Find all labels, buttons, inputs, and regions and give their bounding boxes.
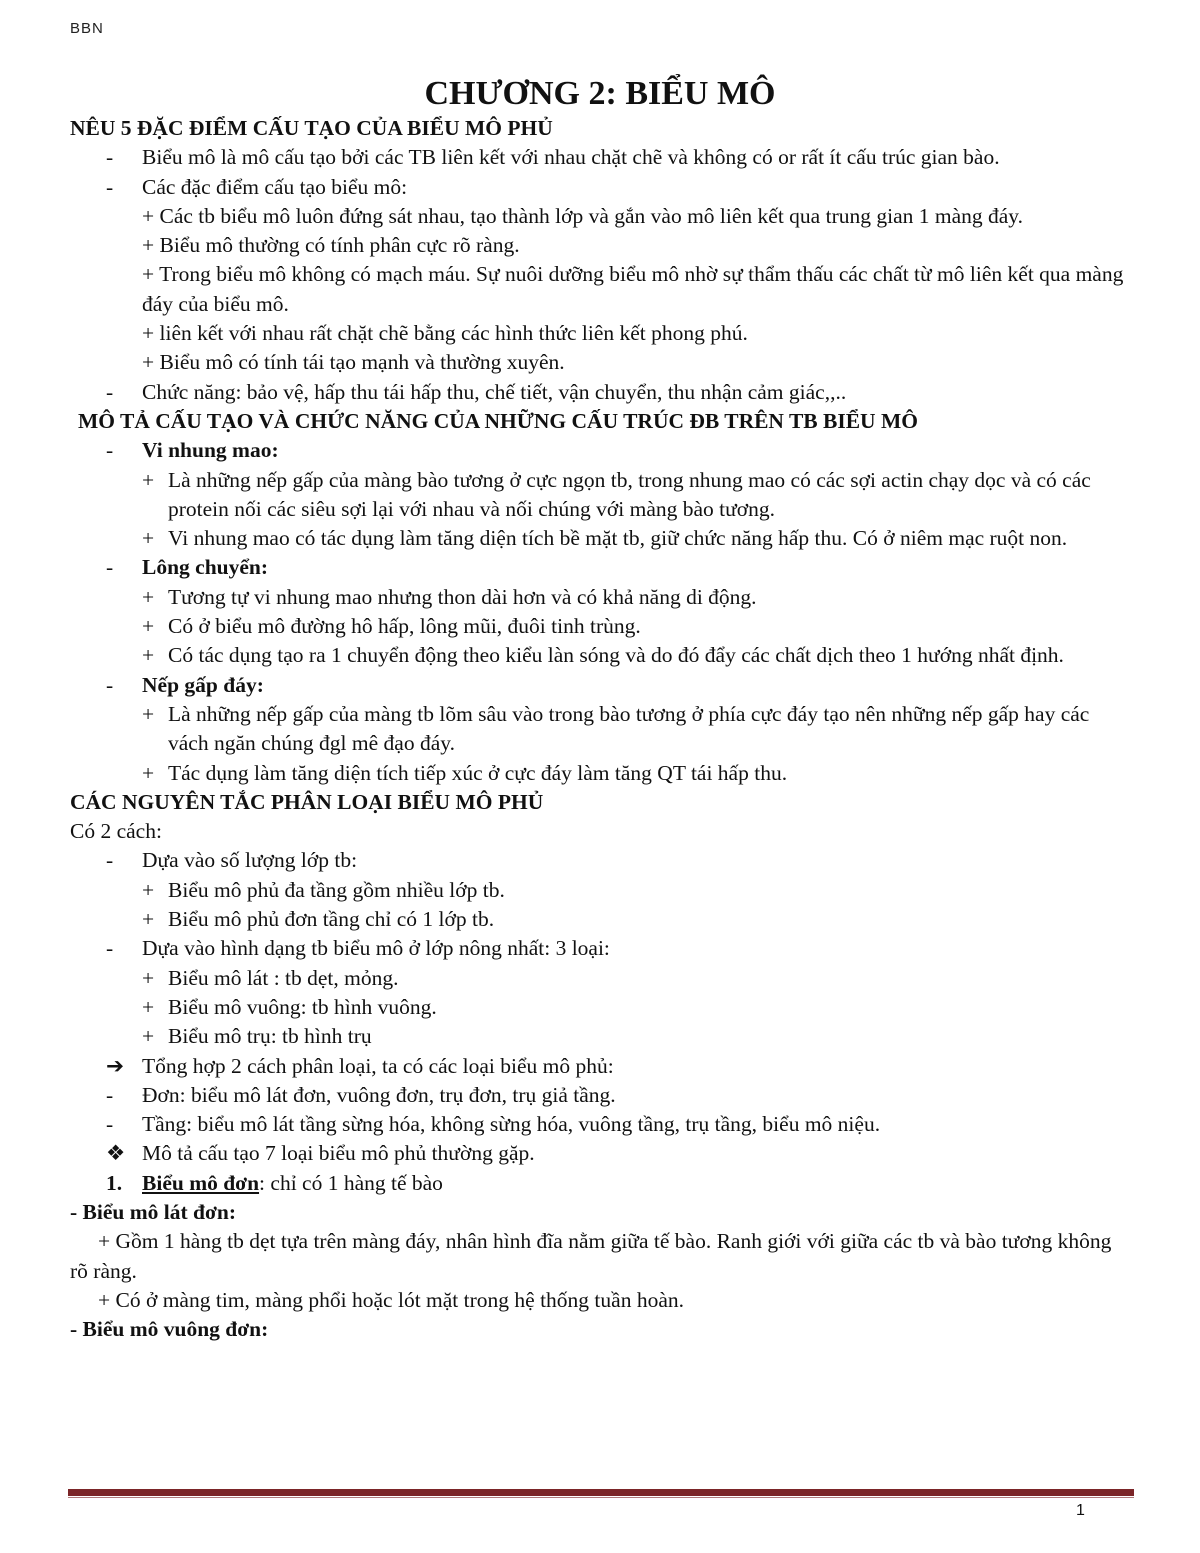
- sub-item: [70, 876, 1130, 905]
- sub-item: [70, 1022, 1130, 1051]
- list-item-text: Nếp gấp đáy:: [142, 672, 264, 697]
- sub-item: [70, 905, 1130, 934]
- plus-marker: +: [142, 965, 155, 990]
- sub-item: [70, 700, 1130, 759]
- list-item: [70, 934, 1130, 963]
- sub-item-text: Có ở biểu mô đường hô hấp, lông mũi, đuôi tinh trùng.: [168, 614, 641, 639]
- sub-item-text: Biểu mô lát : tb dẹt, mỏng.: [168, 965, 399, 990]
- sub-item-text: Biểu mô phủ đơn tầng chỉ có 1 lớp tb.: [168, 907, 495, 932]
- sub-item-text: Là những nếp gấp của màng bào tương ở cực ngọn tb, trong nhung mao có các sợi actin chạy dọc và có các protein nối các siêu sợi lại với nhau và nối chúng với màng bào tương.: [168, 467, 1091, 521]
- sub-item-text: Là những nếp gấp của màng tb lõm sâu vào trong bào tương ở phía cực đáy tạo nên những nếp gấp hay các vách ngăn chúng đgl mê đạo đáy.: [168, 701, 1090, 756]
- list-item-text: Đơn: biểu mô lát đơn, vuông đơn, trụ đơn, trụ giả tầng.: [142, 1082, 616, 1107]
- plus-marker: +: [142, 701, 155, 726]
- type-heading: - Biểu mô vuông đơn:: [70, 1317, 269, 1342]
- plus-marker: +: [142, 760, 155, 785]
- sub-item-text: + Các tb biểu mô luôn đứng sát nhau, tạo thành lớp và gắn vào mô liên kết qua trung gian 1 màng đáy.: [142, 203, 1024, 228]
- sub-item-text: + Biểu mô có tính tái tạo mạnh và thường xuyên.: [142, 350, 565, 375]
- dash-marker: -: [106, 848, 114, 873]
- plus-marker: +: [142, 907, 155, 932]
- dash-marker: -: [106, 145, 114, 170]
- plus-marker: +: [142, 643, 155, 668]
- document-body: [70, 114, 1130, 1344]
- footer-rule-thin: [68, 1497, 1134, 1498]
- sub-item-text: Vi nhung mao có tác dụng làm tăng diện tích bề mặt tb, giữ chức năng hấp thu. Có ở niêm mạc ruột non.: [168, 526, 1068, 551]
- plus-marker: +: [142, 877, 155, 902]
- dash-marker: -: [106, 438, 114, 463]
- list-item: [70, 1110, 1130, 1139]
- list-item: [70, 846, 1130, 875]
- sub-item-text: + Trong biểu mô không có mạch máu. Sự nuôi dưỡng biểu mô nhờ sự thẩm thấu các chất từ mô liên kết qua màng đáy của biểu mô.: [142, 262, 1124, 316]
- sub-item-text: Biểu mô phủ đa tầng gồm nhiều lớp tb.: [168, 877, 505, 902]
- list-number: 1.: [106, 1170, 123, 1195]
- subsection-title-rest: : chỉ có 1 hàng tế bào: [259, 1170, 443, 1195]
- sub-item-text: + Biểu mô thường có tính phân cực rõ ràng.: [142, 233, 520, 258]
- section-heading: CÁC NGUYÊN TẮC PHÂN LOẠI BIỂU MÔ PHỦ: [70, 789, 544, 814]
- plus-marker: +: [142, 467, 155, 492]
- sub-item-text: + liên kết với nhau rất chặt chẽ bằng các hình thức liên kết phong phú.: [142, 321, 748, 346]
- dash-marker: -: [106, 379, 114, 404]
- page-number: 1: [1076, 1502, 1085, 1519]
- list-item: [70, 436, 1130, 465]
- list-item-text: Biểu mô là mô cấu tạo bởi các TB liên kết với nhau chặt chẽ và không có or rất ít cấu trúc gian bào.: [142, 145, 1000, 170]
- list-item-text: Lông chuyển:: [142, 555, 269, 580]
- list-item-text: Các đặc điểm cấu tạo biểu mô:: [142, 174, 408, 199]
- list-item: [70, 1139, 1130, 1168]
- sub-item: [70, 583, 1130, 612]
- dash-marker: -: [106, 1112, 114, 1137]
- list-item-text: Tổng hợp 2 cách phân loại, ta có các loại biểu mô phủ:: [142, 1053, 614, 1078]
- list-item-text: Tầng: biểu mô lát tầng sừng hóa, không sừng hóa, vuông tầng, trụ tầng, biểu mô niệu.: [142, 1112, 881, 1137]
- sub-item: [70, 759, 1130, 788]
- section-intro: Có 2 cách:: [70, 819, 162, 844]
- list-item-text: Vi nhung mao:: [142, 438, 279, 463]
- sub-item: [70, 524, 1130, 553]
- subsection-title: Biểu mô đơn: [142, 1170, 260, 1195]
- footer-rule: [68, 1489, 1134, 1496]
- sub-item: [70, 612, 1130, 641]
- list-item: [70, 671, 1130, 700]
- list-item-text: Dựa vào hình dạng tb biểu mô ở lớp nông nhất: 3 loại:: [142, 936, 610, 961]
- list-item: [70, 1052, 1130, 1081]
- paragraph: + Gồm 1 hàng tb dẹt tựa trên màng đáy, nhân hình đĩa nằm giữa tế bào. Ranh giới với giữa các tb và bào tương không rõ ràng.: [70, 1229, 1112, 1283]
- dash-marker: -: [106, 672, 114, 697]
- sub-item-text: Tương tự vi nhung mao nhưng thon dài hơn và có khả năng di động.: [168, 584, 757, 609]
- dash-marker: -: [106, 1082, 114, 1107]
- list-item-text: Dựa vào số lượng lớp tb:: [142, 848, 358, 873]
- type-heading: - Biểu mô lát đơn:: [70, 1199, 236, 1224]
- plus-marker: +: [142, 1024, 155, 1049]
- list-item: [70, 1081, 1130, 1110]
- dash-marker: -: [106, 555, 114, 580]
- numbered-heading: [70, 1169, 1130, 1198]
- sub-item-text: Biểu mô vuông: tb hình vuông.: [168, 994, 437, 1019]
- dash-marker: -: [106, 936, 114, 961]
- list-item: [70, 553, 1130, 582]
- plus-marker: +: [142, 614, 155, 639]
- sub-item: [70, 993, 1130, 1022]
- sub-item-text: Tác dụng làm tăng diện tích tiếp xúc ở cực đáy làm tăng QT tái hấp thu.: [168, 760, 788, 785]
- sub-item: [70, 964, 1130, 993]
- dash-marker: -: [106, 174, 114, 199]
- diamond-bullet-icon: ❖: [106, 1141, 126, 1166]
- plus-marker: +: [142, 584, 155, 609]
- list-item-text: Mô tả cấu tạo 7 loại biểu mô phủ thường gặp.: [142, 1141, 535, 1166]
- sub-item: [70, 466, 1130, 525]
- sub-item-text: Biểu mô trụ: tb hình trụ: [168, 1024, 372, 1049]
- page-header-text: BBN: [70, 20, 104, 37]
- sub-item-text: Có tác dụng tạo ra 1 chuyển động theo kiểu làn sóng và do đó đẩy các chất dịch theo 1 hướng nhất định.: [168, 643, 1064, 668]
- sub-item: [70, 641, 1130, 670]
- plus-marker: +: [142, 526, 155, 551]
- list-item: [70, 378, 1130, 407]
- chapter-title: CHƯƠNG 2: BIỂU MÔ: [424, 75, 776, 112]
- plus-marker: +: [142, 994, 155, 1019]
- section-heading: MÔ TẢ CẤU TẠO VÀ CHỨC NĂNG CỦA NHỮNG CẤU TRÚC ĐB TRÊN TB BIỂU MÔ: [78, 408, 918, 433]
- list-item: [70, 143, 1130, 172]
- list-item: [70, 173, 1130, 202]
- arrow-icon: ➔: [106, 1053, 125, 1078]
- section-heading: NÊU 5 ĐẶC ĐIỂM CẤU TẠO CỦA BIỂU MÔ PHỦ: [70, 116, 553, 140]
- paragraph: + Có ở màng tim, màng phổi hoặc lót mặt trong hệ thống tuần hoàn.: [98, 1287, 684, 1312]
- list-item-text: Chức năng: bảo vệ, hấp thu tái hấp thu, chế tiết, vận chuyển, thu nhận cảm giác,,..: [142, 379, 847, 404]
